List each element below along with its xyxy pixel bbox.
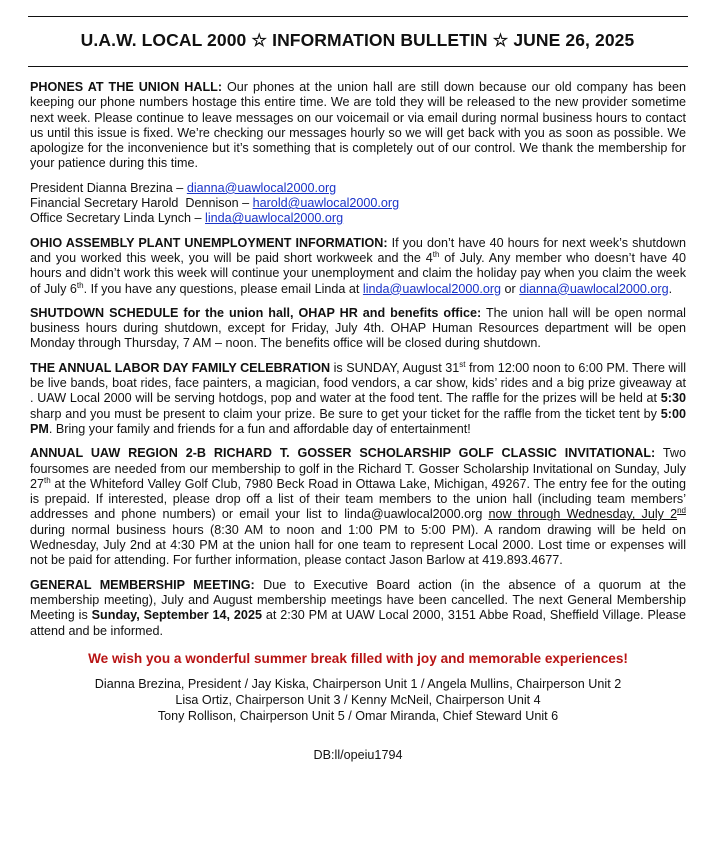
section-text: at 2:30 PM at UAW Local 2000, 3151 Abbe Road, Sheffield Village. Please attend and be informed. [30,608,686,638]
top-divider [28,16,688,17]
contact-president [30,181,686,196]
section-text: at the Whiteford Valley Golf Club, 7980 Beck Road in Ottawa Lake, Michigan, 49267. The entry fee for the outing is prepaid. If interested, please drop off a list of their team members to the union hall (including team members’ addresses and phone numbers) or email your list to linda@uawlocal2000.org [30,476,686,522]
section-text: Two foursomes are needed from our membership to golf in the Richard T. Gosser Scholarship Invitational on Sunday, July 27 [30,446,686,491]
superscript: st [459,359,466,369]
section-text: . Bring your family and friends for a fun and affordable day of entertainment! [48,421,471,436]
section-text: is SUNDAY, August 31 [330,360,460,375]
contact-label: Financial Secretary Harold Dennison – [30,196,253,211]
deadline-emphasis: now through Wednesday, July 2 [488,507,678,522]
meeting-date: Sunday, September 14, 2025 [91,608,262,623]
contact-list [30,181,686,227]
section-golf [30,446,686,568]
email-link-linda[interactable]: linda@uawlocal2000.org [362,281,502,296]
section-text: If you don’t have 40 hours for next week’s shutdown and you worked this week, you will be paid short workweek and the 4 [30,235,686,265]
superscript: th [76,280,84,290]
emphasis-time: 5:30 [660,391,686,406]
section-heading: PHONES AT THE UNION HALL: [30,80,223,94]
section-heading: THE ANNUAL LABOR DAY FAMILY CELEBRATION [30,360,331,375]
contact-label: Office Secretary Linda Lynch – [30,211,206,226]
section-text: . If you have any questions, please email Linda at [83,281,363,296]
section-heading: SHUTDOWN SCHEDULE for the union hall, OHAP HR and benefits office: [30,305,482,320]
superscript: th [432,249,440,259]
section-phones [30,80,686,172]
footer-code: DB:ll/opeiu1794 [313,748,403,763]
officer-line: Tony Rollison, Chairperson Unit 5 / Omar Miranda, Chief Steward Unit 6 [157,709,559,724]
section-text: Due to Executive Board action (in the absence of a quorum at the membership meeting), July and August membership meetings have been cancelled. The next General Membership Meeting is [30,577,686,623]
contact-financial-secretary [30,196,686,211]
section-text: sharp and you must be present to claim your prize. Be sure to get your ticket for the raffle from the ticket tent by [30,406,661,421]
bulletin-body [30,80,686,763]
officer-list [30,676,686,724]
section-heading: GENERAL MEMBERSHIP MEETING: [30,577,255,592]
section-ohio-assembly [30,236,686,297]
section-text: . [668,281,673,296]
section-text: The union hall will be open normal business hours during shutdown, except for Friday, July 4th. OHAP Human Resources department will be open Monday through Thursday, 7 AM – noon. The benefits office will be closed during shutdown. [30,305,686,351]
section-heading: OHIO ASSEMBLY PLANT UNEMPLOYMENT INFORMATION: [30,235,388,250]
contact-label: President Dianna Brezina – [30,180,187,195]
section-text: from 12:00 noon to 6:00 PM. There will be live bands, boat rides, face painters, a magician, food vendors, a car show, kids’ rides and a big prize giveaway at . UAW Local 2000 will be serving hotdogs, pop and water at the food tent. The raffle for the prizes will be held at [30,360,686,406]
email-link-harold[interactable]: harold@uawlocal2000.org [252,196,400,211]
superscript: th [44,475,51,485]
officer-line: Dianna Brezina, President / Jay Kiska, Chairperson Unit 1 / Angela Mullins, Chairperson Unit 2 [94,677,622,692]
emphasis-time: 5:00 PM [30,406,686,436]
section-heading: ANNUAL UAW REGION 2-B RICHARD T. GOSSER SCHOLARSHIP GOLF CLASSIC INVITATIONAL: [30,446,656,461]
section-general-meeting [30,578,686,639]
officer-line: Lisa Ortiz, Chairperson Unit 3 / Kenny McNeil, Chairperson Unit 4 [175,693,541,708]
contact-office-secretary [30,211,686,226]
email-link-linda[interactable]: linda@uawlocal2000.org [205,211,344,226]
section-labor-day [30,361,686,437]
email-link-dianna[interactable]: dianna@uawlocal2000.org [519,281,669,296]
section-shutdown [30,306,686,352]
section-text: or [501,281,520,296]
section-text: of July. Any member who doesn’t have 40 hours and didn’t work this week will continue your unemployment and claim the holiday pay when you claim the week of July 6 [30,250,686,296]
section-text: during normal business hours (8:30 AM to noon and 1:00 PM to 5:00 PM). A random drawing will be held on Wednesday, July 2nd at 4:30 PM at the union hall for one team to represent Local 2000. Lost time or expenses will not be paid for attending. For further information, please contact Jason Barlow at 419.893.4677. [30,522,686,568]
section-text: Our phones at the union hall are still down because our old company has been keeping our phone numbers hostage this entire time. We are told they will be released to the new provider sometime next week. Please continue to leave messages on our voicemail or via email during normal business hours to contact us until this issue is fixed. We’re checking our messages hourly so we will get back with you as soon as possible. We apologize for the inconvenience but it’s something that is completely out of our control. We thank the membership for your patience during this time. [30,80,687,171]
email-link-dianna[interactable]: dianna@uawlocal2000.org [186,180,337,195]
closing-message: We wish you a wonderful summer break filled with joy and memorable experiences! [88,650,628,666]
superscript: nd [677,506,686,516]
bottom-divider [28,66,688,67]
bulletin-title: U.A.W. LOCAL 2000 ☆ INFORMATION BULLETIN ☆ JUNE 26, 2025 [80,30,635,50]
